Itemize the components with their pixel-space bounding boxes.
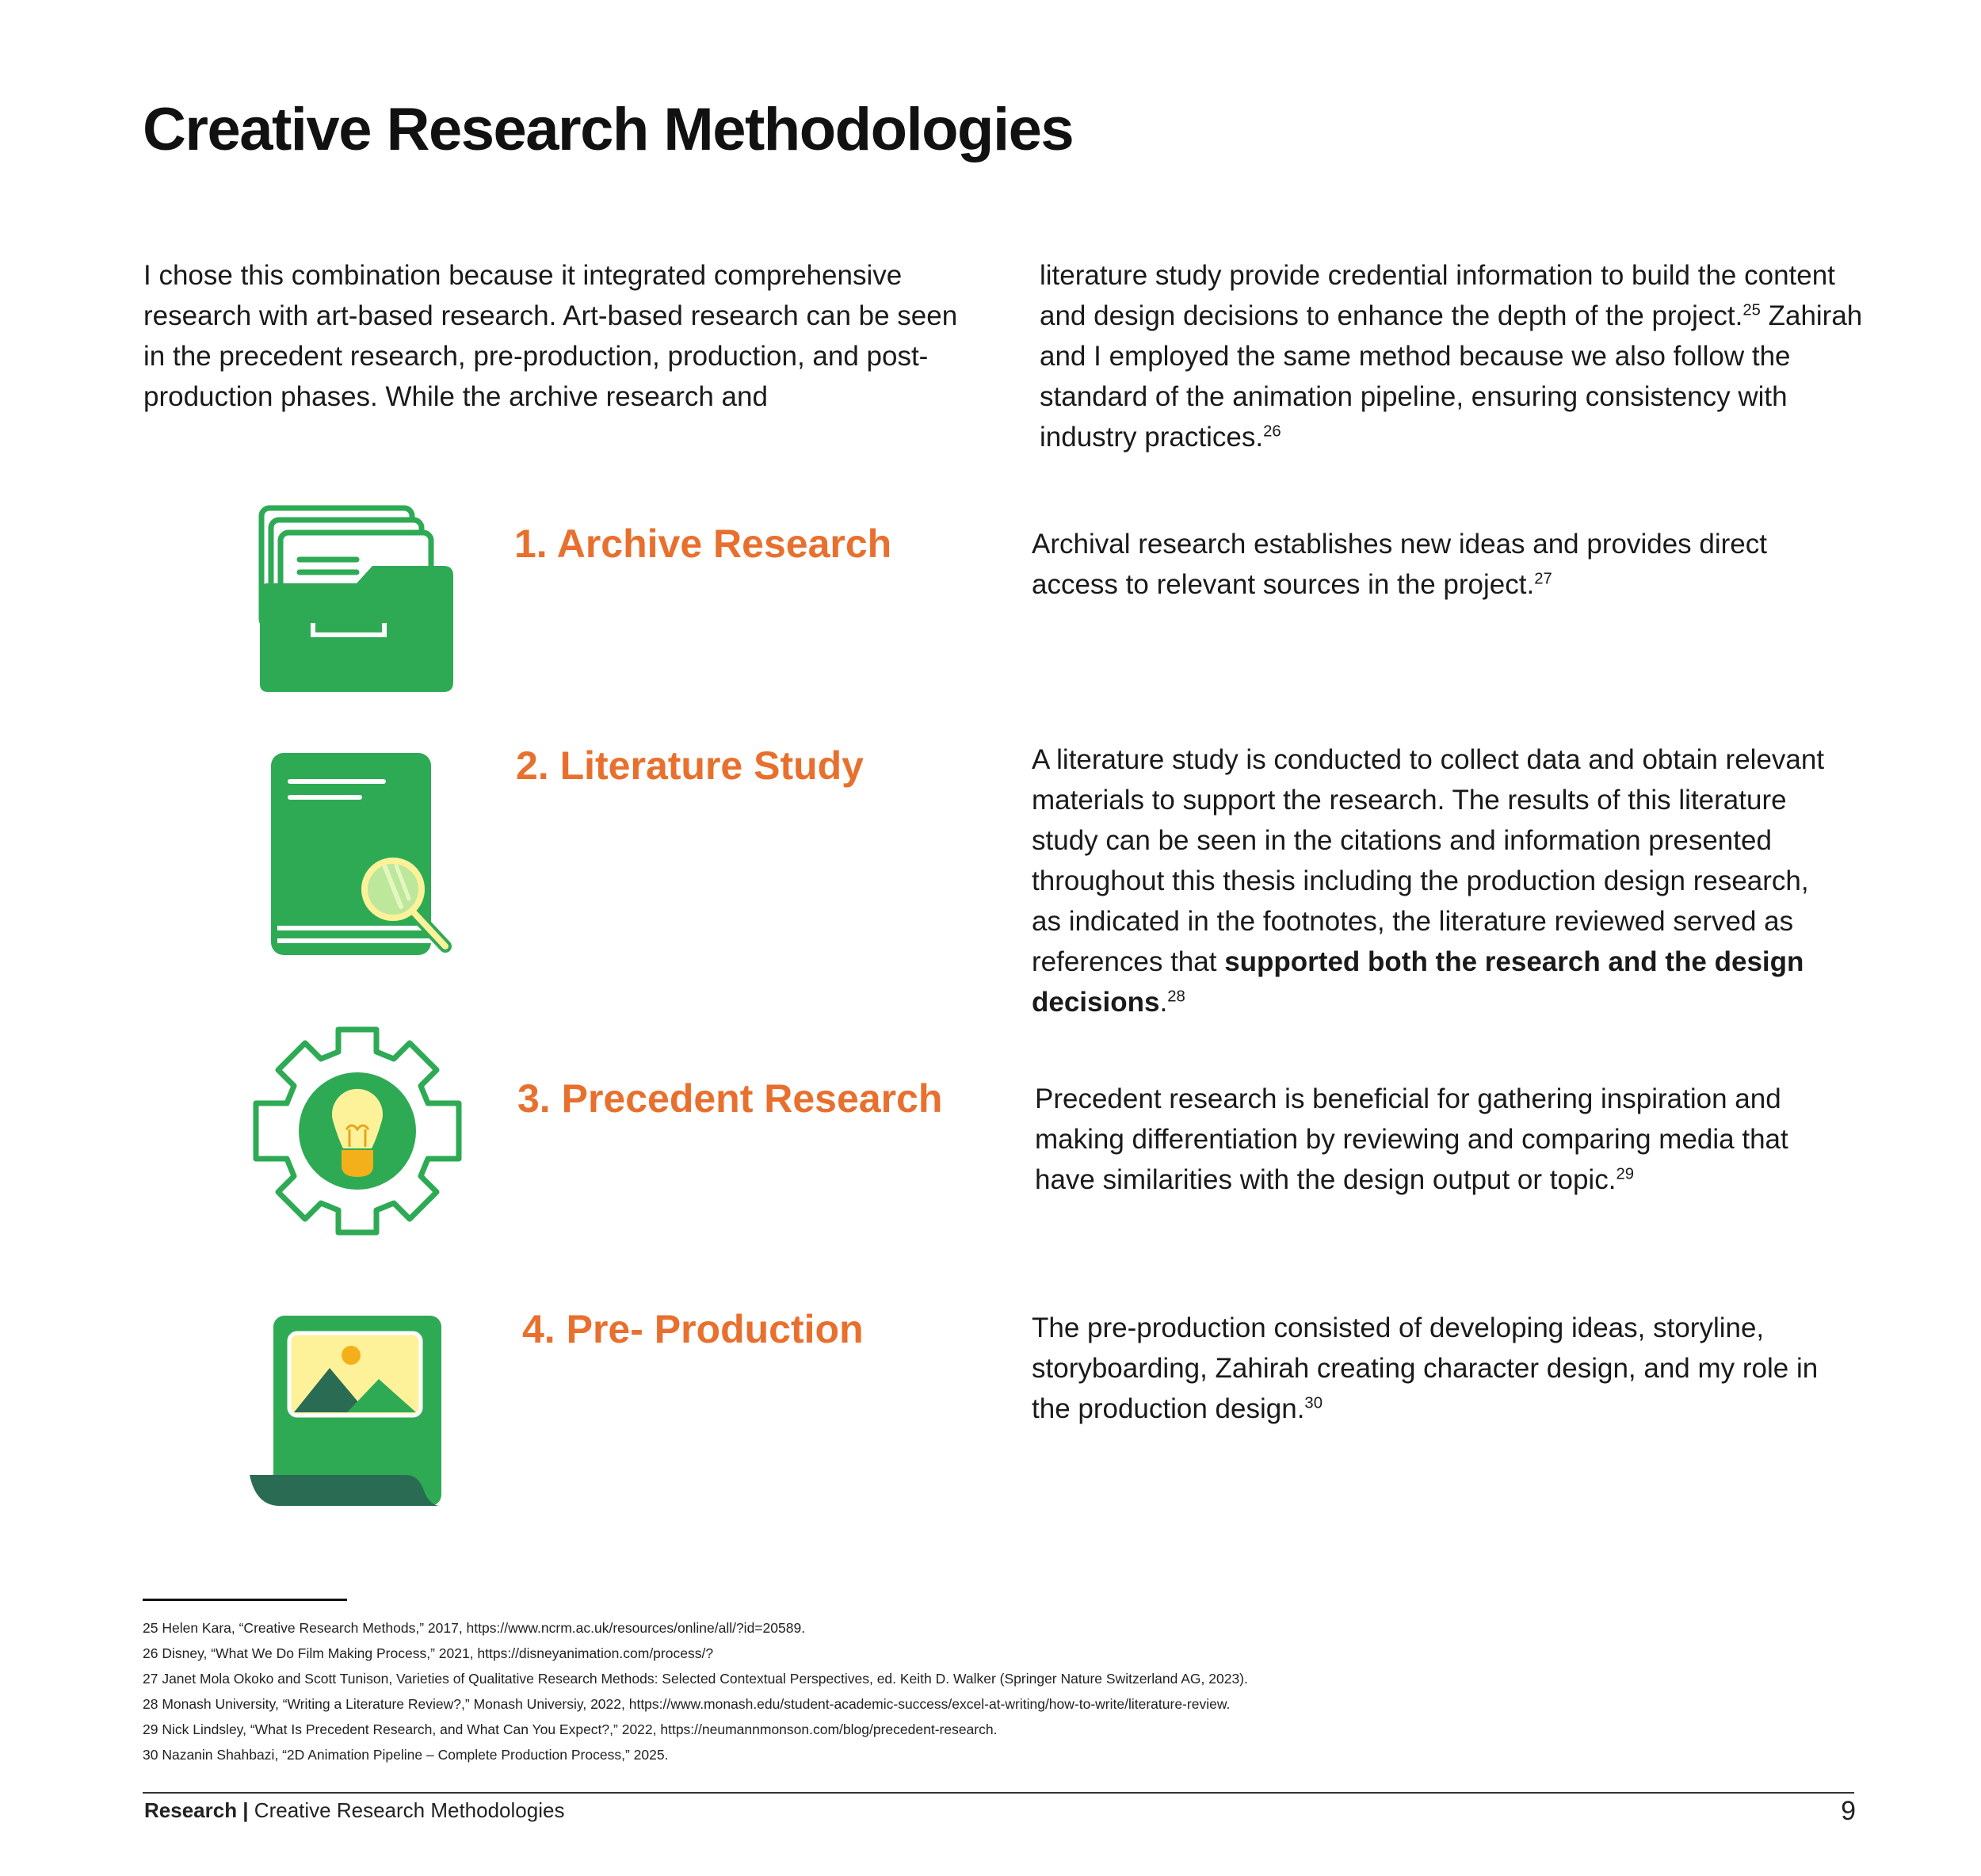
- intro-right-paragraph: literature study provide credential information to build the content and design decisions to enhance the depth of the project.$^{25}$ Zahirah and I employed the same method because we also follow the standard of the animation pipeline, ensuring consistency with industry practices.$^{26}$: [1040, 260, 1863, 453]
- method-heading-literature: 2. Literature Study: [516, 743, 864, 788]
- footnote-ref[interactable]: 26: [1263, 422, 1281, 441]
- footnote-ref[interactable]: 28: [1167, 988, 1185, 1006]
- footnote-item: 27 Janet Mola Okoko and Scott Tunison, Varieties of Qualitative Research Methods: Selected Contextual Perspectives, ed. Keith D. Walker (Springer Nature Switzerland AG, 2023).: [143, 1671, 1248, 1687]
- folder-icon: [254, 504, 460, 694]
- footer-section: Research |: [144, 1798, 249, 1822]
- footer-breadcrumb: [144, 1798, 564, 1823]
- footnote-rule: [143, 1599, 347, 1601]
- page-number: 9: [1841, 1796, 1856, 1826]
- method-desc-precedent: Precedent research is beneficial for gathering inspiration and making differentiation by reviewing and comparing media that have similarities with the design output or topic.$^{29}$: [1035, 1083, 1788, 1195]
- footnote-ref[interactable]: 29: [1616, 1165, 1634, 1183]
- footnote-item: 29 Nick Lindsley, “What Is Precedent Research, and What Can You Expect?,” 2022, https://neumannmonson.com/blog/precedent-research.: [143, 1721, 998, 1737]
- method-heading-preproduction: 4. Pre- Production: [522, 1307, 864, 1351]
- book-magnifier-icon: [266, 748, 456, 962]
- footnote-ref[interactable]: 25: [1742, 301, 1761, 319]
- footer-divider: [143, 1792, 1854, 1794]
- intro-left-paragraph: I chose this combination because it integrated comprehensive research with art-based research. Art-based research can be seen in the precedent research, pre-production, production, and post-production phases. While the archive research and: [143, 260, 958, 412]
- footnote-item: 26 Disney, “What We Do Film Making Process,” 2021, https://disneyanimation.com/process/?: [143, 1645, 714, 1661]
- method-heading-archive: 1. Archive Research: [514, 522, 892, 566]
- method-desc-literature: A literature study is conducted to collect data and obtain relevant materials to support the research. The results of this literature study can be seen in the citations and information presented throughout this thesis including the production design research, as indicated in the footnotes, the literature reviewed served as references that supported both the research and the design decisions.$^{28}$: [1032, 744, 1825, 1018]
- image-scroll-icon: [248, 1312, 446, 1511]
- page-title: Creative Research Methodologies: [143, 96, 1074, 163]
- footnote-ref[interactable]: 27: [1534, 570, 1552, 588]
- gear-lightbulb-icon: [252, 1026, 463, 1236]
- footnote-item: 30 Nazanin Shahbazi, “2D Animation Pipeline – Complete Production Process,” 2025.: [143, 1747, 669, 1763]
- footnotes: [143, 1615, 1248, 1767]
- footnote-item: 25 Helen Kara, “Creative Research Methods,” 2017, https://www.ncrm.ac.uk/resources/online/all/?id=20589.: [143, 1620, 806, 1636]
- footer-subtitle: Creative Research Methodologies: [248, 1798, 565, 1822]
- method-desc-archive: Archival research establishes new ideas and provides direct access to relevant sources in the project.$^{27}$: [1032, 529, 1767, 600]
- footnote-item: 28 Monash University, “Writing a Literature Review?,” Monash Universiy, 2022, https://www.monash.edu/student-academic-success/excel-at-writing/how-to-write/literature-review.: [143, 1696, 1231, 1712]
- method-desc-preproduction: The pre-production consisted of developing ideas, storyline, storyboarding, Zahirah creating character design, and my role in the production design.$^{30}$: [1032, 1312, 1819, 1424]
- footnote-ref[interactable]: 30: [1304, 1394, 1323, 1412]
- method-heading-precedent: 3. Precedent Research: [517, 1076, 943, 1121]
